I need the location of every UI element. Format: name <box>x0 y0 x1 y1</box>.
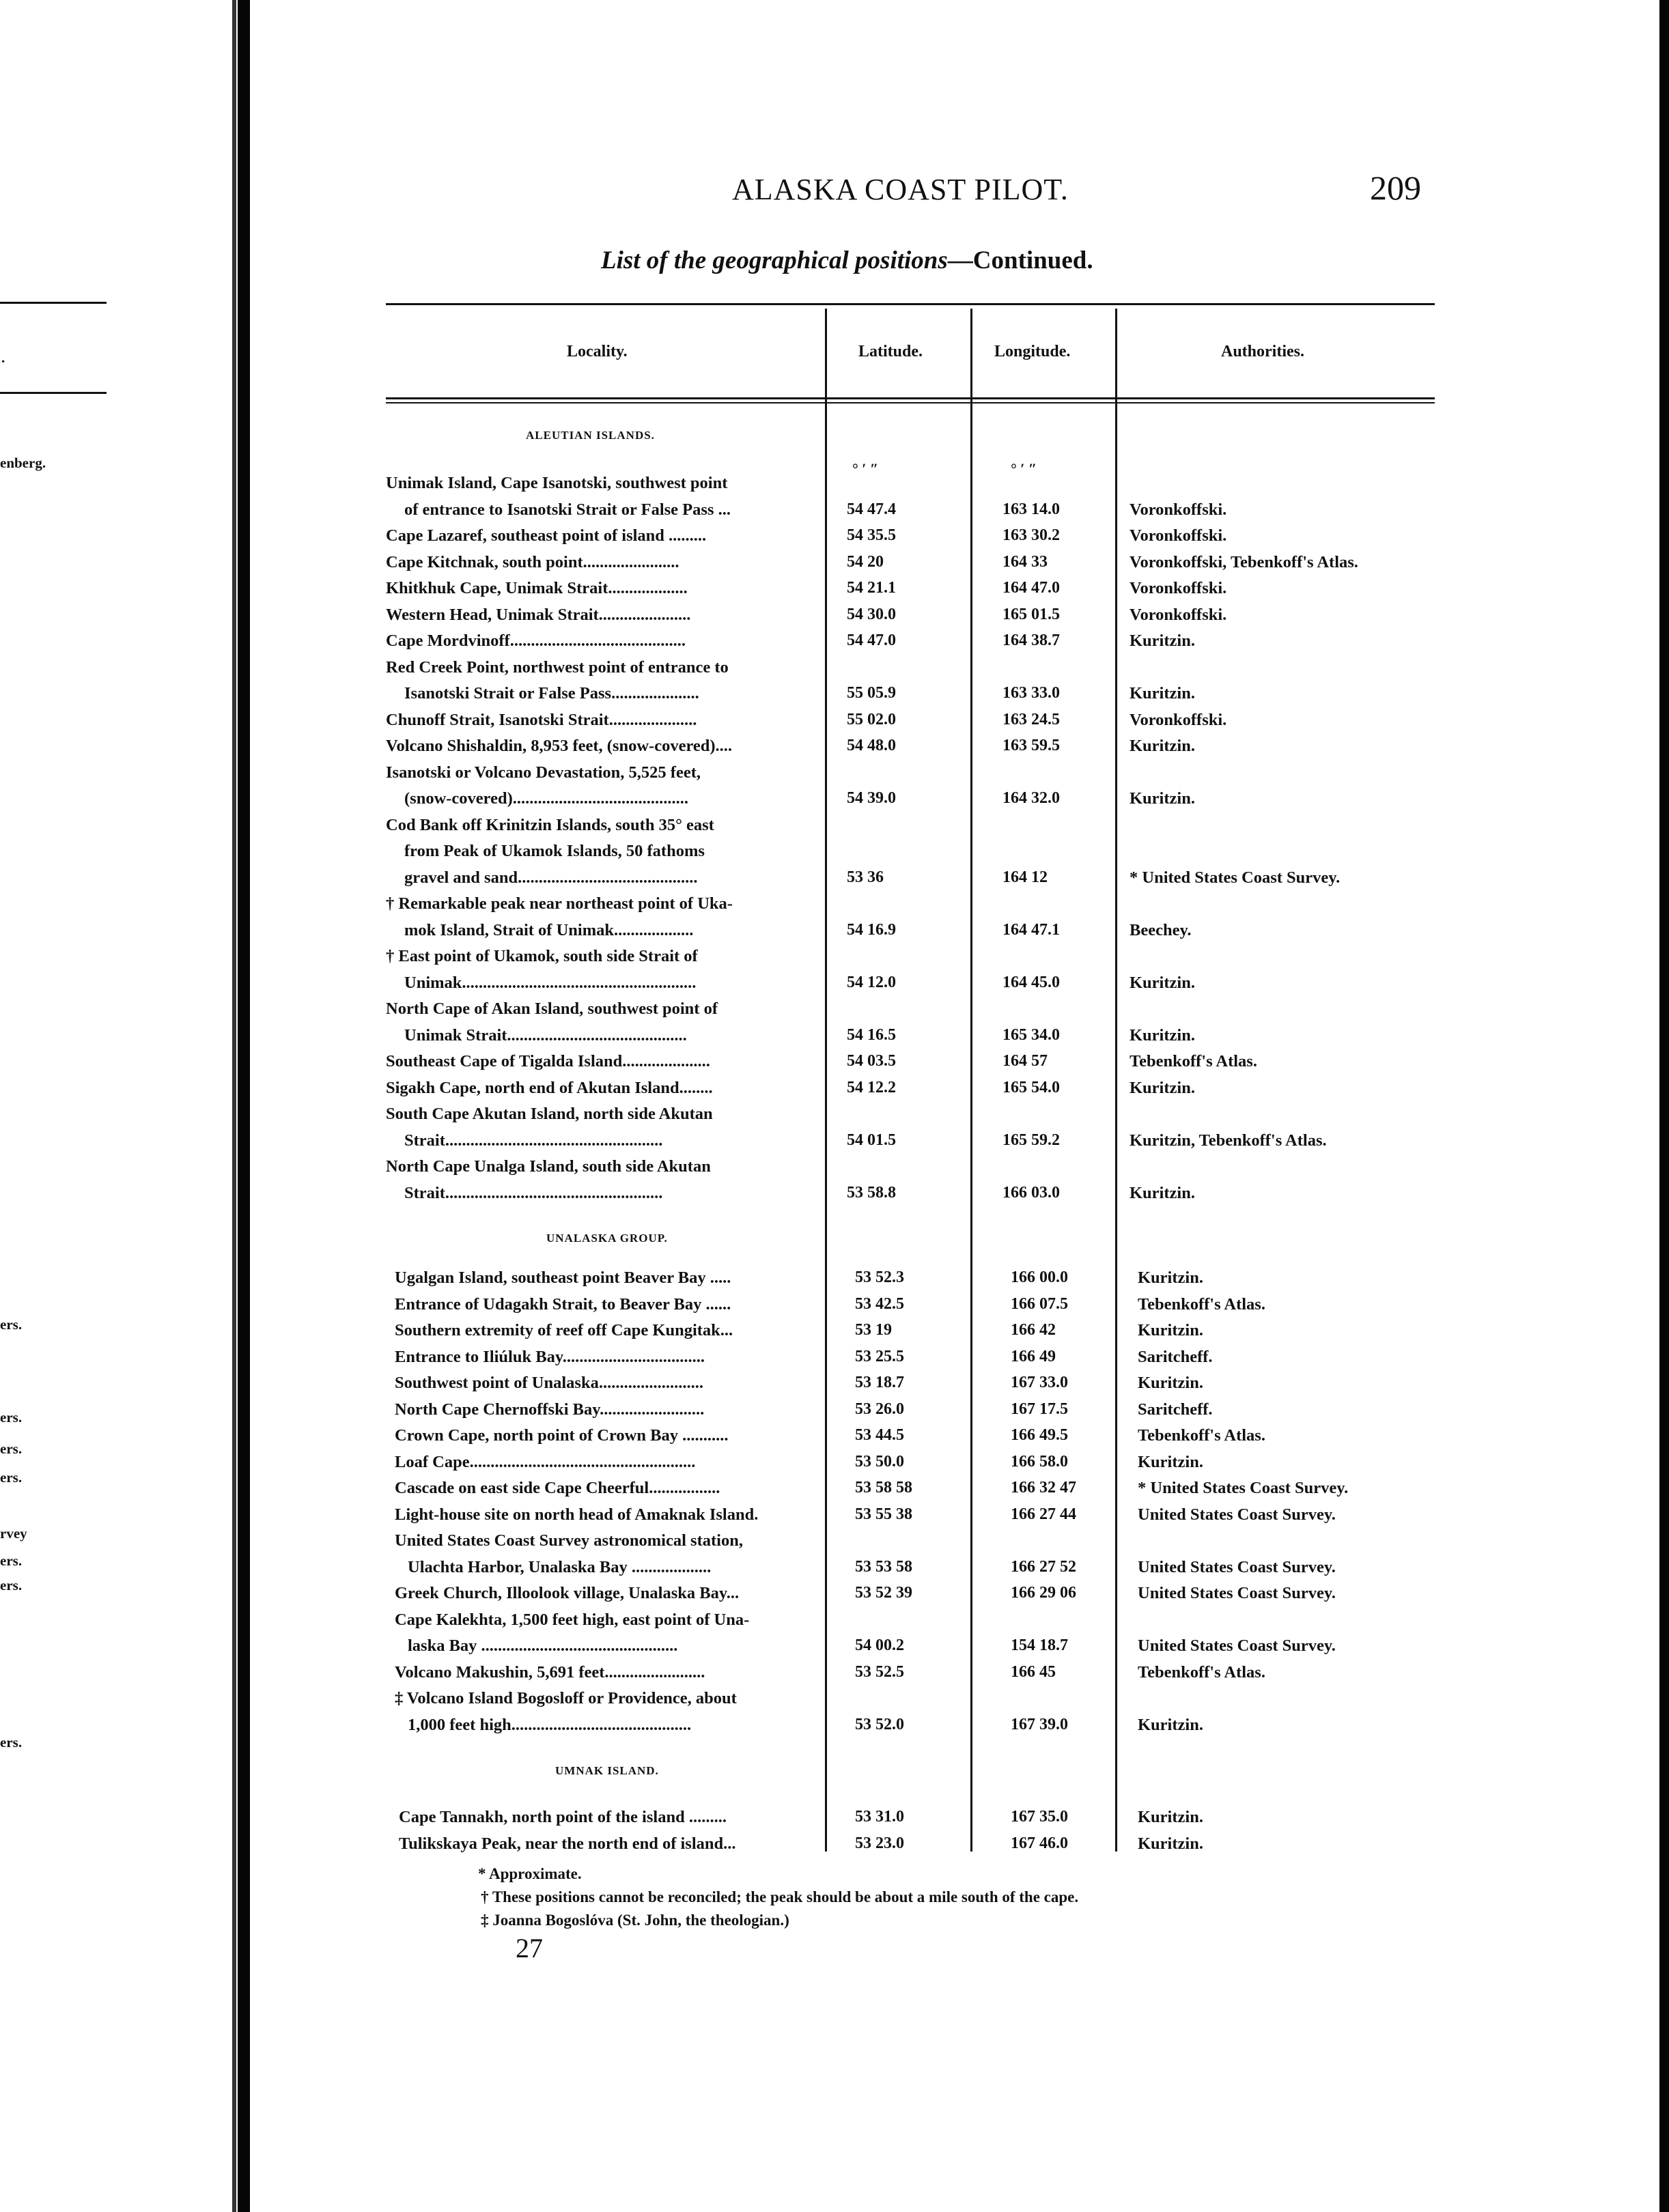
left-page-fragment: ers. <box>0 1441 23 1457</box>
locality-text: Sigakh Cape, north end of Akutan Island........ <box>386 1078 713 1097</box>
authority-value: Voronkoffski, Tebenkoff's Atlas. <box>1130 552 1358 571</box>
authority-value: Kuritzin. <box>1138 1374 1203 1392</box>
authority-value: Kuritzin, Tebenkoff's Atlas. <box>1130 1131 1327 1150</box>
latitude-value: 54 48.0 <box>847 737 896 754</box>
locality-text: Ulachta Harbor, Unalaska Bay ................... <box>408 1557 712 1576</box>
left-page-fragment: ers. <box>0 1409 23 1426</box>
longitude-value: 154 18.7 <box>1011 1636 1068 1654</box>
authority-value: Tebenkoff's Atlas. <box>1138 1662 1265 1682</box>
longitude-value: 164 38.7 <box>1002 632 1060 649</box>
left-page-fragment: . <box>1 350 5 366</box>
header-bottom-rule-thin <box>386 402 1435 403</box>
longitude-value: 166 49 <box>1011 1347 1056 1365</box>
authority-value: Saritcheff. <box>1138 1347 1213 1366</box>
longitude-value: 166 42 <box>1011 1321 1056 1339</box>
locality-text: Ugalgan Island, southeast point Beaver Bay ..... <box>395 1268 731 1287</box>
locality-text: Southern extremity of reef off Cape Kungitak... <box>395 1321 733 1339</box>
locality-text: ‡ Volcano Island Bogosloff or Providence, about <box>395 1689 737 1707</box>
longitude-value: 164 12 <box>1002 868 1048 886</box>
page-spine <box>238 0 250 2212</box>
longitude-value: 166 49.5 <box>1011 1426 1068 1444</box>
signature-number: 27 <box>516 1933 543 1963</box>
authority-value: Voronkoffski. <box>1130 500 1227 519</box>
left-page-fragment: ers. <box>0 1552 23 1569</box>
latitude-value: 54 00.2 <box>855 1636 904 1654</box>
left-page-rule <box>0 302 107 304</box>
left-page-fragment: ers. <box>0 1577 23 1593</box>
authority-value: Kuritzin. <box>1130 1025 1195 1045</box>
longitude-value: 164 47.1 <box>1002 920 1060 939</box>
locality-text: Cape Mordvinoff.......................................... <box>386 632 686 650</box>
locality-text: Strait.................................................... <box>404 1131 663 1150</box>
authority-value: Kuritzin. <box>1130 684 1195 703</box>
running-title: ALASKA COAST PILOT. <box>732 173 1069 206</box>
authority-value: Kuritzin. <box>1138 1808 1203 1826</box>
latitude-value: 53 53 58 <box>855 1557 912 1576</box>
authority-value: Kuritzin. <box>1130 737 1195 755</box>
locality-text: (snow-covered).......................................... <box>404 789 689 808</box>
authority-value: Tebenkoff's Atlas. <box>1138 1294 1265 1314</box>
authority-value: Voronkoffski. <box>1130 710 1227 729</box>
latitude-value: 53 52.3 <box>855 1268 904 1286</box>
latitude-value: 53 50.0 <box>855 1452 904 1471</box>
locality-text: Red Creek Point, northwest point of entrance to <box>386 657 729 677</box>
section-heading: UMNAK ISLAND. <box>555 1764 659 1777</box>
latitude-value: 54 16.5 <box>847 1025 896 1044</box>
latitude-value: 54 35.5 <box>847 526 896 544</box>
table-subtitle <box>601 246 1093 275</box>
latitude-value: 54 21.1 <box>847 579 896 597</box>
locality-text: North Cape Unalga Island, south side Akutan <box>386 1157 711 1176</box>
latitude-value: 53 36 <box>847 868 884 886</box>
longitude-value: 163 59.5 <box>1002 737 1060 754</box>
column-header-longitude: Longitude. <box>994 343 1071 360</box>
authority-value: Saritcheff. <box>1138 1400 1213 1419</box>
footnote: † These positions cannot be reconciled; the peak should be about a mile south of the cape. <box>481 1888 1079 1905</box>
latitude-value: 54 47.0 <box>847 632 896 649</box>
locality-text: North Cape of Akan Island, southwest point of <box>386 999 718 1018</box>
authority-value: United States Coast Survey. <box>1138 1557 1336 1576</box>
latitude-value: 54 20 <box>847 552 884 571</box>
authority-value: * United States Coast Survey. <box>1138 1479 1349 1497</box>
latitude-value: 54 16.9 <box>847 920 896 939</box>
longitude-value: 167 35.0 <box>1011 1808 1068 1826</box>
locality-text: from Peak of Ukamok Islands, 50 fathoms <box>404 842 705 860</box>
locality-text: Volcano Makushin, 5,691 feet........................ <box>395 1662 705 1682</box>
latitude-value: 53 52 39 <box>855 1584 912 1602</box>
longitude-value: 166 00.0 <box>1011 1268 1068 1286</box>
column-divider <box>825 309 827 1852</box>
longitude-value: 167 39.0 <box>1011 1715 1068 1733</box>
latitude-value: 53 19 <box>855 1321 892 1339</box>
column-header-latitude: Latitude. <box>858 343 923 360</box>
longitude-value: 166 03.0 <box>1002 1183 1060 1202</box>
section-heading: UNALASKA GROUP. <box>546 1232 668 1245</box>
locality-text: Southwest point of Unalaska......................... <box>395 1374 703 1392</box>
longitude-value: 163 24.5 <box>1002 710 1060 728</box>
longitude-value: 165 54.0 <box>1002 1078 1060 1096</box>
column-header-locality: Locality. <box>567 343 628 360</box>
authority-value: Voronkoffski. <box>1130 605 1227 624</box>
locality-text: South Cape Akutan Island, north side Akutan <box>386 1105 713 1123</box>
authority-value: * United States Coast Survey. <box>1130 868 1341 887</box>
locality-text: Unimak Strait........................................... <box>404 1025 687 1045</box>
locality-text: Isanotski Strait or False Pass..................... <box>404 684 699 703</box>
latitude-value: 54 03.5 <box>847 1052 896 1070</box>
latitude-value: 53 42.5 <box>855 1294 904 1313</box>
locality-text: Chunoff Strait, Isanotski Strait..................... <box>386 710 697 729</box>
authority-value: Voronkoffski. <box>1130 579 1227 597</box>
latitude-value: 53 31.0 <box>855 1808 904 1826</box>
locality-text: Light-house site on north head of Amaknak Island. <box>395 1505 759 1524</box>
longitude-value: 163 30.2 <box>1002 526 1060 544</box>
locality-text: Cascade on east side Cape Cheerful................. <box>395 1479 720 1497</box>
latitude-value: 54 12.0 <box>847 973 896 991</box>
latitude-value: 55 05.9 <box>847 684 896 702</box>
footnote: ‡ Joanna Bogoslóva (St. John, the theologian.) <box>481 1912 789 1929</box>
left-page-fragment: enberg. <box>0 455 46 471</box>
left-page-fragment: rvey <box>0 1525 27 1542</box>
longitude-value: 165 01.5 <box>1002 605 1060 623</box>
locality-text: mok Island, Strait of Unimak................... <box>404 920 694 939</box>
locality-text: Cod Bank off Krinitzin Islands, south 35° east <box>386 815 714 834</box>
locality-text: Southeast Cape of Tigalda Island..................... <box>386 1052 710 1070</box>
locality-text: Loaf Cape...................................................... <box>395 1452 696 1471</box>
authority-value: Kuritzin. <box>1130 1183 1195 1202</box>
authority-value: Kuritzin. <box>1138 1715 1203 1734</box>
longitude-value: 167 17.5 <box>1011 1400 1068 1418</box>
longitude-value: 167 33.0 <box>1011 1374 1068 1391</box>
locality-text: Unimak Island, Cape Isanotski, southwest point <box>386 474 728 492</box>
longitude-value: 166 27 52 <box>1011 1557 1076 1576</box>
locality-text: Volcano Shishaldin, 8,953 feet, (snow-covered).... <box>386 737 733 755</box>
locality-text: gravel and sand........................................... <box>404 868 698 887</box>
left-page-fragment: ers. <box>0 1469 23 1486</box>
longitude-value: 166 45 <box>1011 1662 1056 1681</box>
subtitle-italic: List of the geographical positions <box>601 246 948 274</box>
locality-text: † East point of Ukamok, south side Strait of <box>386 947 698 965</box>
locality-text: Unimak........................................................ <box>404 973 697 992</box>
latitude-value: 54 01.5 <box>847 1131 896 1149</box>
latitude-value: 54 12.2 <box>847 1078 896 1096</box>
latitude-value: 53 58 58 <box>855 1479 912 1497</box>
left-page-fragment: ers. <box>0 1316 23 1333</box>
locality-text: Crown Cape, north point of Crown Bay ........... <box>395 1426 729 1445</box>
table-top-rule <box>386 303 1435 305</box>
latitude-unit-marks: ° ′ ″ <box>852 460 879 477</box>
authority-value: Kuritzin. <box>1138 1268 1203 1287</box>
locality-text: Cape Kitchnak, south point....................... <box>386 552 679 571</box>
longitude-value: 164 57 <box>1002 1052 1048 1070</box>
authority-value: United States Coast Survey. <box>1138 1636 1336 1655</box>
locality-text: Cape Lazaref, southeast point of island ......... <box>386 526 707 545</box>
locality-text: Strait.................................................... <box>404 1183 663 1202</box>
longitude-value: 166 58.0 <box>1011 1452 1068 1471</box>
locality-text: United States Coast Survey astronomical station, <box>395 1531 743 1550</box>
authority-value: Kuritzin. <box>1130 1078 1195 1097</box>
locality-text: Khitkhuk Cape, Unimak Strait................... <box>386 579 688 597</box>
latitude-value: 53 18.7 <box>855 1374 904 1391</box>
longitude-value: 163 33.0 <box>1002 684 1060 702</box>
longitude-value: 164 32.0 <box>1002 789 1060 807</box>
latitude-value: 53 52.5 <box>855 1662 904 1681</box>
authority-value: Kuritzin. <box>1138 1321 1203 1339</box>
authority-value: Kuritzin. <box>1130 632 1195 650</box>
longitude-value: 166 32 47 <box>1011 1479 1076 1497</box>
latitude-value: 54 39.0 <box>847 789 896 807</box>
left-page-rule <box>0 392 107 394</box>
latitude-value: 53 58.8 <box>847 1183 896 1202</box>
column-divider <box>970 309 972 1852</box>
longitude-value: 166 07.5 <box>1011 1294 1068 1313</box>
subtitle-plain: —Continued. <box>947 246 1093 274</box>
locality-text: Isanotski or Volcano Devastation, 5,525 feet, <box>386 763 701 782</box>
left-page-edge <box>0 0 240 2212</box>
authority-value: Tebenkoff's Atlas. <box>1138 1426 1265 1445</box>
locality-text: North Cape Chernoffski Bay......................... <box>395 1400 705 1419</box>
latitude-value: 53 44.5 <box>855 1426 904 1444</box>
section-heading: ALEUTIAN ISLANDS. <box>526 429 655 442</box>
authority-value: Kuritzin. <box>1138 1452 1203 1471</box>
locality-text: Cape Tannakh, north point of the island ......... <box>399 1808 727 1826</box>
locality-text: 1,000 feet high........................................... <box>408 1715 692 1734</box>
longitude-value: 166 27 44 <box>1011 1505 1076 1523</box>
longitude-value: 165 59.2 <box>1002 1131 1060 1149</box>
latitude-value: 55 02.0 <box>847 710 896 728</box>
locality-text: laska Bay ............................................... <box>408 1636 678 1655</box>
authority-value: Voronkoffski. <box>1130 526 1227 545</box>
locality-text: Tulikskaya Peak, near the north end of island... <box>399 1834 736 1853</box>
locality-text: Cape Kalekhta, 1,500 feet high, east point of Una- <box>395 1610 750 1629</box>
authority-value: Kuritzin. <box>1130 789 1195 808</box>
column-header-authorities: Authorities. <box>1221 343 1304 360</box>
locality-text: Entrance to Iliúluk Bay.................................. <box>395 1347 705 1366</box>
locality-text: Western Head, Unimak Strait...................... <box>386 605 691 624</box>
footnote: * Approximate. <box>478 1865 582 1882</box>
latitude-value: 53 23.0 <box>855 1834 904 1852</box>
authority-value: Kuritzin. <box>1130 973 1195 992</box>
longitude-value: 167 46.0 <box>1011 1834 1068 1852</box>
longitude-value: 163 14.0 <box>1002 500 1060 518</box>
longitude-value: 164 45.0 <box>1002 973 1060 991</box>
authority-value: United States Coast Survey. <box>1138 1584 1336 1602</box>
latitude-value: 53 25.5 <box>855 1347 904 1365</box>
longitude-value: 164 33 <box>1002 552 1048 571</box>
latitude-value: 54 30.0 <box>847 605 896 623</box>
longitude-value: 166 29 06 <box>1011 1584 1076 1602</box>
authority-value: United States Coast Survey. <box>1138 1505 1336 1524</box>
authority-value: Kuritzin. <box>1138 1834 1203 1853</box>
latitude-value: 53 52.0 <box>855 1715 904 1733</box>
page-spine-shadow <box>232 0 236 2212</box>
column-divider <box>1115 309 1117 1852</box>
locality-text: of entrance to Isanotski Strait or False Pass ... <box>404 500 731 519</box>
right-scan-border <box>1659 0 1669 2212</box>
longitude-unit-marks: ° ′ ″ <box>1011 460 1037 477</box>
latitude-value: 53 55 38 <box>855 1505 912 1523</box>
header-bottom-rule <box>386 397 1435 399</box>
page-number: 209 <box>1370 169 1421 207</box>
longitude-value: 164 47.0 <box>1002 579 1060 597</box>
locality-text: Entrance of Udagakh Strait, to Beaver Bay ...... <box>395 1294 731 1314</box>
latitude-value: 53 26.0 <box>855 1400 904 1418</box>
left-page-fragment: ers. <box>0 1734 23 1750</box>
locality-text: † Remarkable peak near northeast point of Uka- <box>386 894 733 913</box>
locality-text: Greek Church, Illoolook village, Unalaska Bay... <box>395 1584 740 1602</box>
longitude-value: 165 34.0 <box>1002 1025 1060 1044</box>
authority-value: Tebenkoff's Atlas. <box>1130 1052 1257 1070</box>
authority-value: Beechey. <box>1130 920 1192 939</box>
latitude-value: 54 47.4 <box>847 500 896 518</box>
